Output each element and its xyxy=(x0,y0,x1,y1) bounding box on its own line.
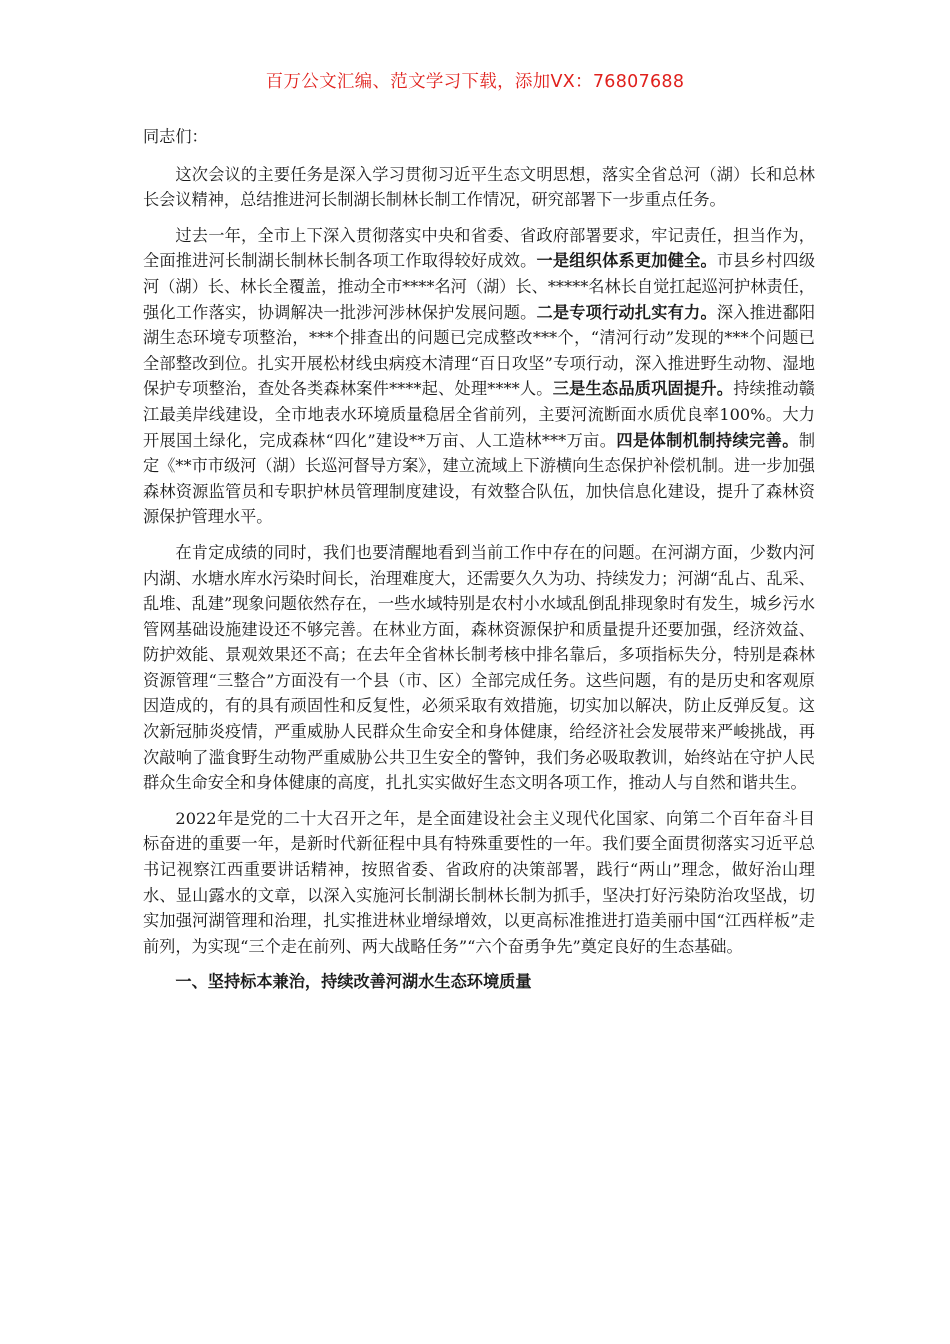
achievement-text-1: 市县乡村四级河（湖）长、林长全覆盖，推动全市****名河（湖）长、*****名林长自觉扛起巡河护林责任，强化工作落实，协调解决一批涉河涉林保护发展问题。 xyxy=(143,251,816,322)
paragraph-problems: 在肯定成绩的同时，我们也要清醒地看到当前工作中存在的问题。在河湖方面，少数内河内湖、水塘水库水污染时间长，治理难度大，还需要久久为功、持续发力；河湖“乱占、乱采、乱堆、乱建”现象问题依然存在，一些水域特别是农村小水域乱倒乱排现象时有发生，城乡污水管网基础设施建设还不够完善。在林业方面，森林资源保护和质量提升还要加强，经济效益、防护效能、景观效果还不高；在去年全省林长制考核中排名靠后，多项指标失分，特别是森林资源管理“三整合”方面没有一个县（市、区）全部完成任务。这些问题，有的是历史和客观原因造成的，有的具有顽固性和反复性，必须采取有效措施，切实加以解决，防止反弹反复。这次新冠肺炎疫情，严重威胁人民群众生命安全和身体健康，给经济社会发展带来严峻挑战，再次敲响了滥食野生动物严重威胁公共卫生安全的警钟，我们务必吸取教训，始终站在守护人民群众生命安全和身体健康的高度，扎扎实实做好生态文明各项工作，推动人与自然和谐共生。 xyxy=(143,542,815,793)
paragraph-achievements xyxy=(143,223,815,530)
paragraph-meeting-task: 这次会议的主要任务是深入学习贯彻习近平生态文明思想，落实全省总河（湖）长和总林长会议精神，总结推进河长制湖长制林长制工作情况，研究部署下一步重点任务。 xyxy=(143,164,815,210)
achievement-text-2: 深入推进鄱阳湖生态环境专项整治，***个排查出的问题已完成整改***个，“清河行动”发现的***个问题已全部整改到位。扎实开展松材线虫病疫木清理“百日攻坚”专项行动，深入推进野生动物、湿地保护专项整治，查处各类森林案件****起、处理****人。 xyxy=(143,302,816,399)
achievement-heading-3: 三是生态品质巩固提升。 xyxy=(552,379,734,399)
achievement-heading-2: 二是专项行动扎实有力。 xyxy=(536,302,717,322)
paragraph-2022-goals: 2022年是党的二十大召开之年，是全面建设社会主义现代化国家、向第二个百年奋斗目标奋进的重要一年，是新时代新征程中具有特殊重要性的一年。我们要全面贯彻落实习近平总书记视察江西重要讲话精神，按照省委、省政府的决策部署，践行“两山”理念，做好治山理水、显山露水的文章，以深入实施河长制湖长制林长制为抓手，坚决打好污染防治攻坚战，切实加强河湖管理和治理，扎实推进林业增绿增效，以更高标准推进打造美丽中国“江西样板”走前列，为实现“三个走在前列、两大战略任务”“六个奋勇争先”奠定良好的生态基础。 xyxy=(143,808,815,956)
achievements-intro: 过去一年，全市上下深入贯彻落实中央和省委、省政府部署要求，牢记责任，担当作为，全面推进河长制湖长制林长制各项工作取得较好成效。 xyxy=(143,225,815,271)
achievement-text-4: 制定《**市市级河（湖）长巡河督导方案》，建立流域上下游横向生态保护补偿机制。进一步加强森林资源监管员和专职护林员管理制度建设，有效整合队伍，加快信息化建设，提升了森林资源保护管理水平。 xyxy=(143,430,815,527)
achievement-heading-1: 一是组织体系更加健全。 xyxy=(536,251,717,271)
greeting: 同志们： xyxy=(143,127,208,146)
section-heading-1: 一、坚持标本兼治，持续改善河湖水生态环境质量 xyxy=(175,972,532,992)
achievement-text-3: 持续推动赣江最美岸线建设，全市地表水环境质量稳居全省前列，主要河流断面水质优良率100%。大力开展国土绿化，完成森林“四化”建设**万亩、人工造林***万亩。 xyxy=(143,379,815,450)
achievement-heading-4: 四是体制机制持续完善。 xyxy=(616,430,799,450)
download-banner: 百万公文汇编、范文学习下载，添加VX：76807688 xyxy=(265,72,685,92)
document-body xyxy=(143,124,815,1005)
